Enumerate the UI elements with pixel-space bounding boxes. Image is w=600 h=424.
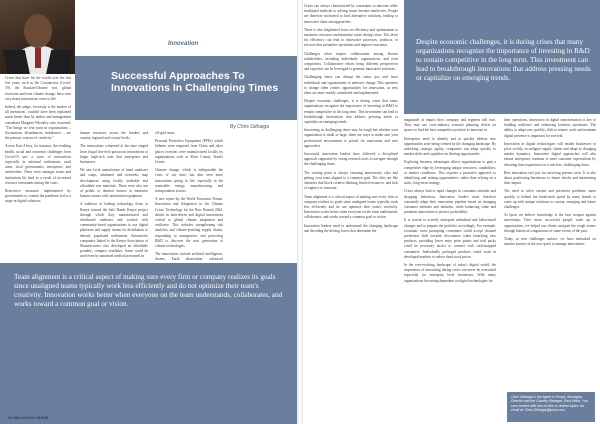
paragraph: Enterprises need to identify and to quickly address new opportunities arise being created by the changing landscape. By unlocking strategic agility, companies can adapt quickly to market shifts and capitalize on fleeting opportunities. xyxy=(404,136,496,157)
paragraph: The starting point is always ensuring unnecessary silos and getting your team aligned to a common goal. The silos are like obstacles that block creative thinking, limited resources, and lack of urgency to innovate. xyxy=(304,170,398,191)
paragraph: The innovations include artificial intelligence, drones, Earth observation, advanced xyxy=(155,252,223,262)
paragraph: Despite economic challenges, it is during crises that many organizations recognize the importance of investing in R&D to remain competitive in the long term. This investment can lead to breakthrough innovations that address pressing needs or capitalize on emerging trends. xyxy=(304,99,398,125)
paragraph: Personal Protective Equipment (PPEs) which hitherto were imported from China and other places overseas were manufactured locally by organizations such as Kitui County Textile Centre. xyxy=(155,139,223,165)
paragraph: Today, as new challenges surface, we have embarked on another journey in the new quest to manage innovations. xyxy=(504,237,596,247)
text-column-3 xyxy=(155,131,223,262)
paragraph: Innovating in challenging times may be tough but whether your organization is small or large, there are ways to make sure your professional environment is poised for innovation and new approaches. xyxy=(304,128,398,148)
paragraph: off-grid areas. xyxy=(155,131,176,135)
text-column-6 xyxy=(504,118,596,390)
text-column-5 xyxy=(404,118,496,420)
paragraph: Climate change, which is indisputable the crisis of our time, has also seen more innovations spring to life, especially in the renewable energy, manufacturing, and transportation sectors. xyxy=(155,168,223,194)
paragraph: There is also heightened focus on efficiency and optimisation to maximise resources and minimise waste during crises. This drive for efficiency can lead to innovative processes, products, or services that streamline operations and improve outcomes. xyxy=(304,27,398,48)
text-column-1 xyxy=(5,76,71,262)
paragraph: At Ipsos we believe knowledge is the best weapon against uncertainty. Over more successful people wake up to opportunities, we helped our clients navigate the tough waters through historical comparisons of some events of the past. xyxy=(504,213,596,233)
paragraph: The innovations witnessed at the time ranged from frugal low-tech grassroots innovations to larger high-tech ones that enterprises and businesses. xyxy=(80,144,148,165)
paragraph: A tradition of leading technology firms in Kenya formed the Safe Hands Kenya project through which they manufactured and distributed sanitisers and worked with community-based organizations to use digital platforms and supply chains for distribution to densely populated settlements. Automotive companies linked to the Kenya Association of Manufacturers also developed an affordable portable, compact ventilator. Some could be used even by untrained medical personnel in xyxy=(80,202,148,259)
paragraph: We saw local manufacture of hand sanitisers and soaps, intubated and networks map development using locally available and affordable raw materials. There were also use of pedals or thermal sensors to minimise human contact with sanitisation equipment. xyxy=(80,168,148,199)
paragraph: human resources across the borders and country regional and county levels. xyxy=(80,131,148,141)
pull-quote-left xyxy=(0,263,297,424)
page-footer: 08 MALAYA/24 ISSUE xyxy=(8,415,49,420)
paragraph: Innovation in digital technologies will enable businesses to pivot swiftly, reconfigure supply chains and adapt to changing market dynamics. Innovative digital approaches will also ensure enterprises continue to meet customer expectations by elevating their experiences in a risk-free, challenging times. xyxy=(504,141,596,167)
paragraph: Restrictive measures implemented by governments to contain the pandemic led to a surge in digital solutions. xyxy=(5,189,71,204)
paragraph: A new report by the World Economic Forum, Innovation and Adaptation in the Climate Crisis: Technology for the New Normal 2024, details as data-driven and digital innovations critical to global climate adaptation and resilience. This includes strengthening risk analytics and climate-proofing supply chains, responding to emergencies and protecting R&D to discover the next generation of climate technologies. xyxy=(155,197,223,249)
byline: By Chris Githaiga xyxy=(230,124,269,130)
paragraph: Best innovation isn't just for surviving present crisis. It is also about positioning businesses to future shocks and maximising their impact. xyxy=(504,170,596,186)
paragraph: In the ever-evolving landscape of today's digital world, the importance of innovating during crises can never be overstated especially for enterprise level businesses. With many organizations becoming dependent on digital technologies for xyxy=(404,263,496,283)
pull-quote-text: Despite economic challenges, it is during crises that many organizations recognize the importance of investing in R&D to remain competitive in the long term. This investment can lead to breakthrough innovations that address pressing needs or capitalize on emerging trends. xyxy=(416,38,591,82)
author-photo xyxy=(0,0,75,74)
paragraph: Crises that have hit the world over the last few years, such as the Coronavirus (Covid-19), the Russian-Ukraine war, global recession and even climate change, have seen very many innovations come to life. xyxy=(5,76,71,101)
paragraph: their operations, innovation in digital transformation is key to building resilience and enhancing business operations. The ability to adapt very quickly, shift to remote work and maintain digital presence is important for survival. xyxy=(504,118,596,138)
paragraph: The need to solve current and persistent problems, more quickly, is behind the break-neck speed by many brands to come up with unique solutions to current, emerging and future challenges. xyxy=(504,189,596,210)
paragraph: Exploring business advantages allows organizations to gain a competitive edge by leveraging unique resources, capabilities, or market conditions. This requires a proactive approach to identifying and seizing opportunities, rather than relying on a static, long-term strategy. xyxy=(404,160,496,186)
article-title: Successful Approaches To Innovations In Challenging Times xyxy=(111,70,279,94)
left-page xyxy=(0,0,298,424)
paragraph: It is crucial to actively anticipate attitudinal and behavioural changes and to prepare the portfolio accordingly. For example, economic woes prompting consumers could accept channel preference shift towards discounters when launching new products, providing lower entry price points and trial packs could be necessary tactics to connect with cash-strapped consumers. Individually packaged products could work in developed markets to reduce dead stock prices. xyxy=(404,218,496,259)
text-column-2 xyxy=(80,131,148,262)
author-bio: Chris Githaiga is the Agent in Kenya, Managing Director and the Country Manager, East Africa. You can connect with him on this or related topics via email at: Chris.Githaiga@ipsos.com xyxy=(511,395,588,413)
category-label: Innovation xyxy=(168,41,199,47)
author-bio-box xyxy=(507,392,595,422)
paragraph: Across East Africa, for instance, the resulting health, social and economic challenges from Covid-19 saw a wave of innovations especially in informal settlements, rural areas, local governments, enterprises, and universities. These were amongst issues and institutions hit hard as a result of increased resource constraints during the crisis. xyxy=(5,144,71,185)
pull-quote-text: Team alignment is a critical aspect of making sure every firm or company realizes its goals since unaligned teams typically work less efficiently and do not optimize their team's creativity. Innovation works better when everyone on the team understands, collaborates, and works toward a common goal or vision. xyxy=(14,273,283,308)
paragraph: magnitude of impact their company and segment will face. They may use cross-industry scenario planning efforts on spaces to find the best competitive position to innovate in. xyxy=(404,118,496,133)
paragraph: Team alignment is a critical aspect of making sure every firm or company realizes its goals since unaligned teams typically work less efficiently and do not optimize their team's creativity. Innovation works better when everyone on the team understands, collaborates, and works toward a common goal or vision. xyxy=(304,194,398,220)
paragraph: Challenges often require collaboration among diverse stakeholders, including individuals, organizations, and even competitors. Collaborative efforts bring different perspectives and expertise can be leveraged to generate innovative solutions. xyxy=(304,51,398,72)
paragraph: Crises always lead to rapid changes in consumer attitudes and shopping behaviour. Innovative leaders must therefore constantly adapt their innovation pipeline based on changing consumer attitudes and attitudes, while balancing value and premium innovations to protect profitability. xyxy=(404,189,496,215)
pull-quote-right xyxy=(404,0,600,114)
text-column-4a xyxy=(230,5,296,120)
text-column-4 xyxy=(304,4,398,420)
paragraph: Innovation leaders need to understand the changing landscape and decoding the driving forces that determine the xyxy=(304,223,398,233)
paragraph: Indeed, the adage, 'necessity is the mother of all inventions', couldn't have been explained much better than by author and management consultant Margaret Wheatley who reasoned: "The things we fear most in organizations – fluctuations, disturbances, imbalances – are the primary sources of creativity." xyxy=(5,105,71,141)
paragraph: Successful innovation leaders have followed a disciplined approach supported by strong research tools to navigate through the challenging times. xyxy=(304,152,398,167)
paragraph: Crises can always characterized by constraints to innovate while traditional methods to solving issues become ineffective. People are therefore motivated to find alternative solutions, leading to innovative ideas and approaches. xyxy=(304,4,398,24)
paragraph: Challenging times can disrupt the status quo and force individuals and organizations to embrace change. This openness to change often creates opportunities for innovation, as new ideas are more readily considered and implemented. xyxy=(304,75,398,96)
